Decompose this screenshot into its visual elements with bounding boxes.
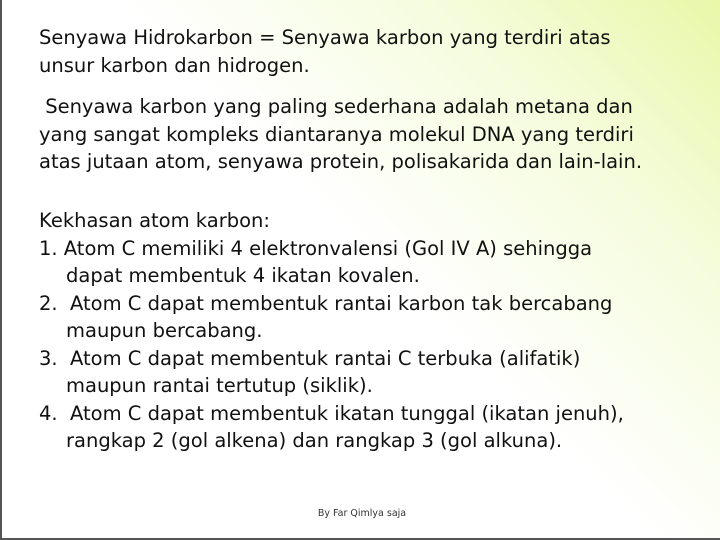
- list-item: [39, 235, 700, 290]
- examples-line-3: atas jutaan atom, senyawa protein, polisakarida dan lain-lain.: [39, 150, 643, 173]
- definition-line-2: unsur karbon dan hidrogen.: [39, 53, 310, 77]
- list-item-text: 2. Atom C dapat membentuk rantai karbon tak bercabang: [39, 291, 613, 315]
- definition-paragraph: [39, 24, 700, 79]
- list-item: [39, 290, 700, 345]
- list-item-continuation: maupun bercabang.: [66, 319, 263, 342]
- carbon-characteristics-list: [39, 207, 700, 455]
- definition-line-1: Senyawa Hidrokarbon = Senyawa karbon yang terdiri atas: [39, 26, 611, 49]
- examples-line-1: Senyawa karbon yang paling sederhana adalah metana dan: [39, 95, 633, 118]
- list-item-continuation: maupun rantai tertutup (siklik).: [66, 374, 373, 397]
- list-item-text: 1. Atom C memiliki 4 elektronvalensi (Gol IV A) sehingga: [39, 236, 593, 260]
- list-item-text: 3. Atom C dapat membentuk rantai C terbuka (alifatik): [39, 346, 581, 370]
- examples-line-2: yang sangat kompleks diantaranya molekul DNA yang terdiri: [39, 122, 634, 146]
- list-item-continuation: dapat membentuk 4 ikatan kovalen.: [66, 264, 420, 287]
- list-item: [39, 345, 700, 400]
- list-item-continuation: rangkap 2 (gol alkena) dan rangkap 3 (gol alkuna).: [66, 429, 563, 452]
- list-item-text: 4. Atom C dapat membentuk ikatan tunggal (ikatan jenuh),: [39, 401, 624, 425]
- list-item: [39, 400, 700, 455]
- examples-paragraph: [39, 93, 700, 176]
- footer-credit: By Far Qimlya saja: [317, 508, 407, 519]
- list-heading: Kekhasan atom karbon:: [39, 209, 270, 232]
